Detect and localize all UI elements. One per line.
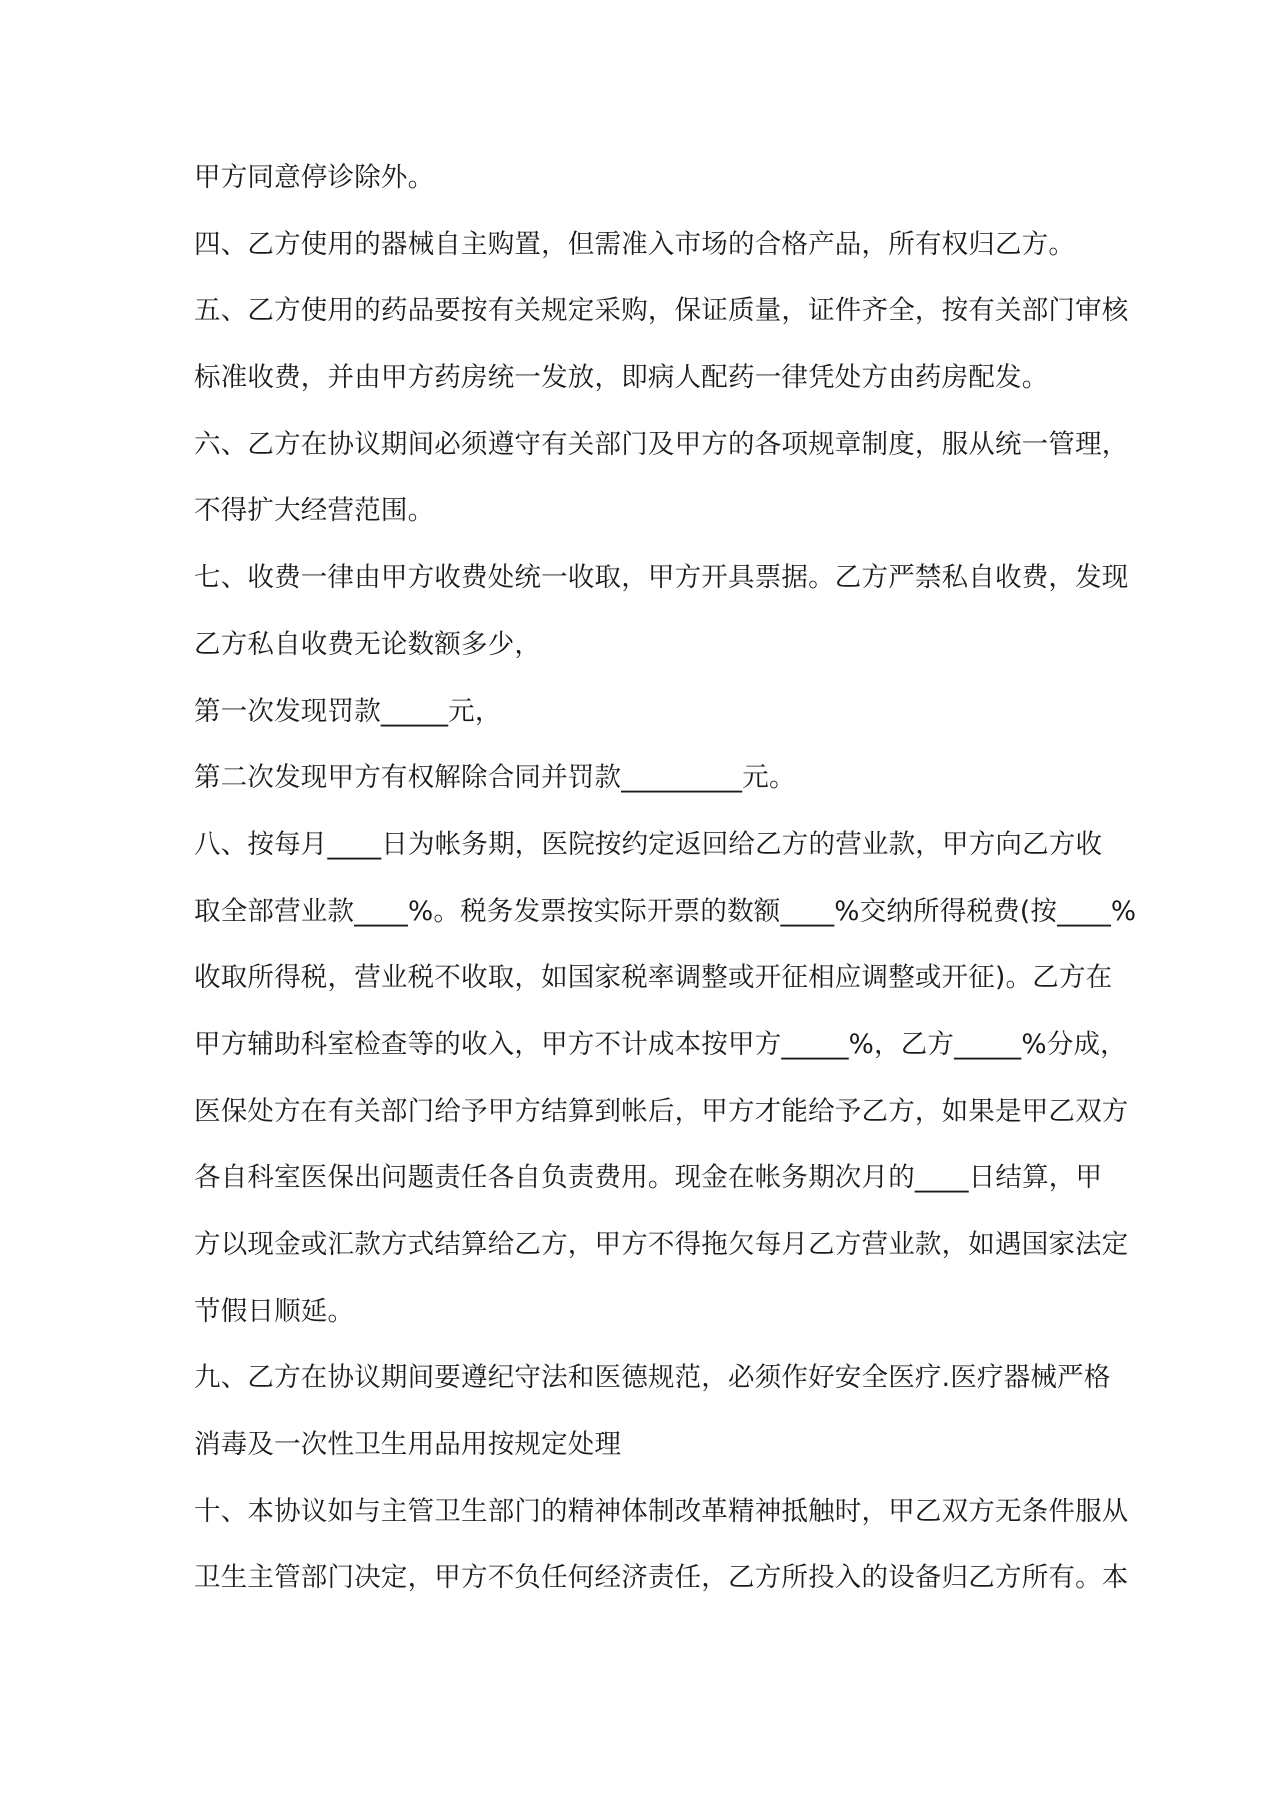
text-line: 取全部营业款____%。税务发票按实际开票的数额____%交纳所得税费(按____%: [194, 895, 1137, 927]
text-line: 卫生主管部门决定，甲方不负任何经济责任，乙方所投入的设备归乙方所有。本: [194, 1562, 1129, 1594]
text-line: 九、乙方在协议期间要遵纪守法和医德规范，必须作好安全医疗.医疗器械严格: [194, 1362, 1111, 1394]
text-line: 第一次发现罚款_____元，: [194, 695, 502, 727]
text-line: 八、按每月____日为帐务期，医院按约定返回给乙方的营业款，甲方向乙方收: [194, 828, 1103, 860]
text-line: 乙方私自收费无论数额多少，: [194, 628, 542, 660]
text-line: 甲方同意停诊除外。: [194, 162, 435, 193]
text-line: 十、本协议如与主管卫生部门的精神体制改革精神抵触时，甲乙双方无条件服从: [194, 1495, 1129, 1527]
text-line: 六、乙方在协议期间必须遵守有关部门及甲方的各项规章制度，服从统一管理，: [194, 428, 1129, 460]
text-line: 不得扩大经营范围。: [194, 495, 435, 527]
text-line: 第二次发现甲方有权解除合同并罚款_________元。: [194, 762, 796, 794]
document-body: [194, 160, 1137, 1627]
text-line: 四、乙方使用的器械自主购置，但需准入市场的合格产品，所有权归乙方。: [194, 228, 1076, 260]
text-line: 甲方辅助科室检查等的收入，甲方不计成本按甲方_____%，乙方_____%分成，: [194, 1028, 1127, 1060]
text-line: 五、乙方使用的药品要按有关规定采购，保证质量，证件齐全，按有关部门审核: [194, 295, 1129, 327]
text-line: 方以现金或汇款方式结算给乙方，甲方不得拖欠每月乙方营业款，如遇国家法定: [194, 1229, 1129, 1260]
text-line: 七、收费一律由甲方收费处统一收取，甲方开具票据。乙方严禁私自收费，发现: [194, 562, 1129, 594]
text-line: 标准收费，并由甲方药房统一发放，即病人配药一律凭处方由药房配发。: [194, 362, 1049, 394]
text-line: 医保处方在有关部门给予甲方结算到帐后，甲方才能给予乙方，如果是甲乙双方: [194, 1095, 1129, 1127]
text-line: 收取所得税，营业税不收取，如国家税率调整或开征相应调整或开征)。乙方在: [194, 962, 1113, 994]
text-line: 各自科室医保出问题责任各自负责费用。现金在帐务期次月的____日结算，甲: [194, 1162, 1103, 1194]
text-line: 消毒及一次性卫生用品用按规定处理: [194, 1429, 622, 1461]
text-line: 节假日顺延。: [194, 1295, 355, 1327]
